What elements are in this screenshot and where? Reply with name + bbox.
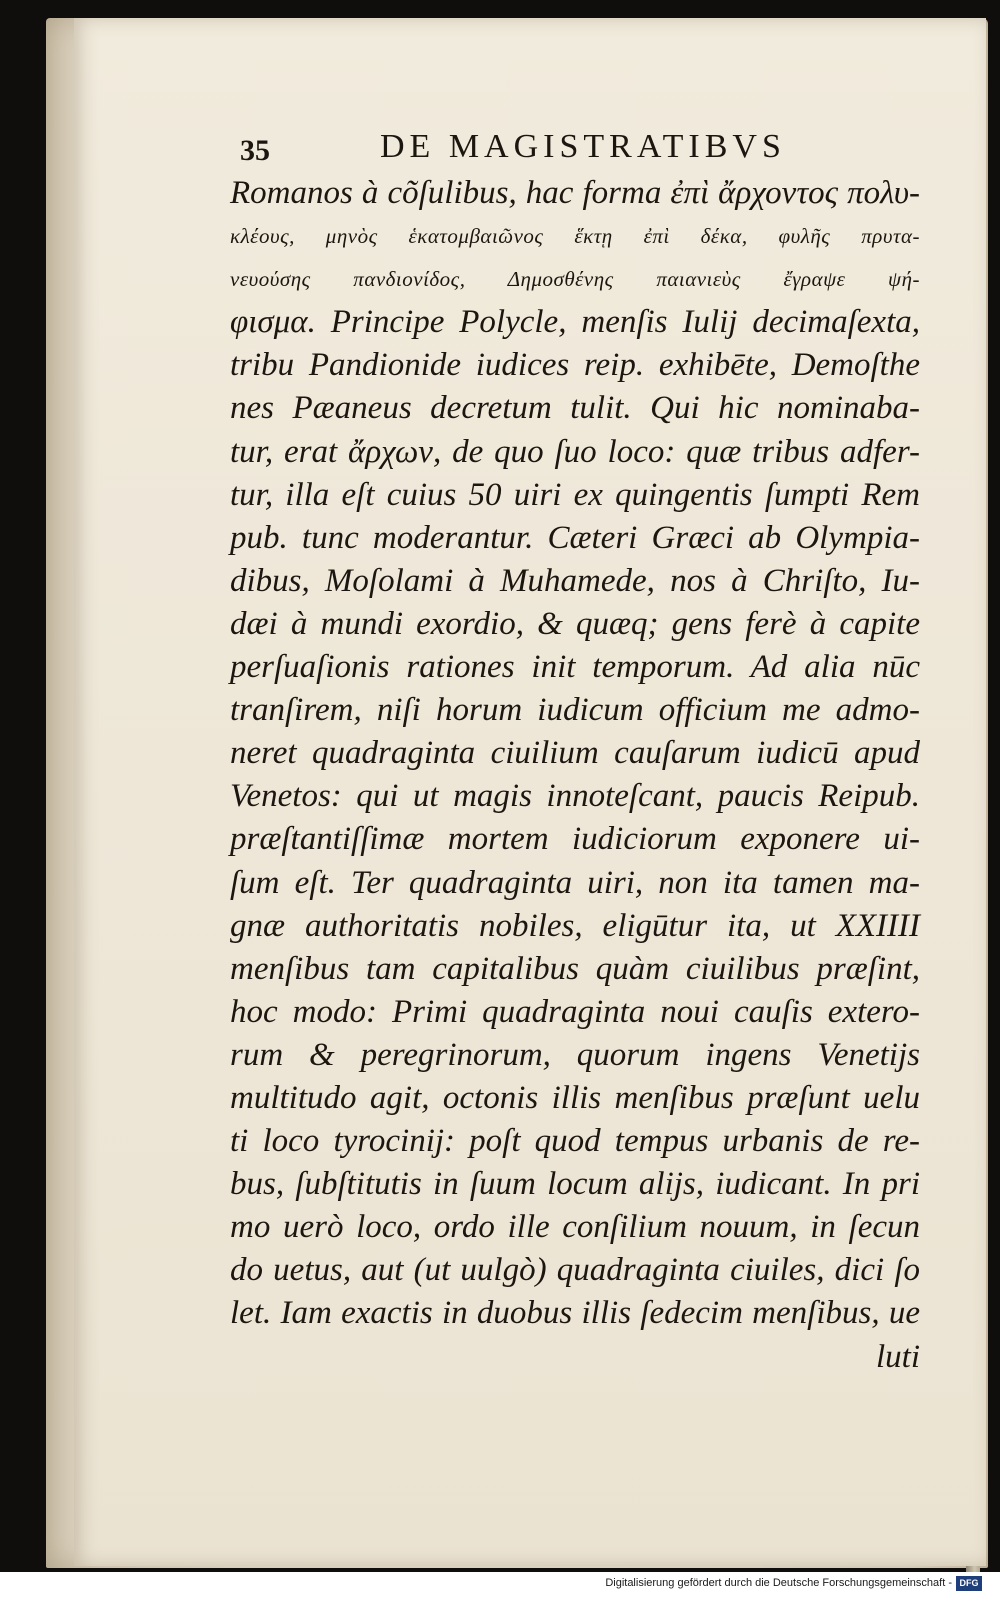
text-line: nes Pæaneus decretum tulit. Qui hic nominaba- (230, 390, 920, 427)
text-line: Venetos: qui ut magis innoteſcant, paucis Reipub. (230, 778, 920, 815)
text-line: perſuaſionis rationes init temporum. Ad alia nūc (230, 649, 920, 686)
text-line: do uetus, aut (ut uulgò) quadraginta ciuiles, dici ſo (230, 1252, 920, 1289)
text-line: dæi à mundi exordio, & quæq; gens ferè à capite (230, 605, 920, 642)
text-line: menſibus tam capitalibus quàm ciuilibus præſint, (230, 950, 920, 987)
text-line: Romanos à cõſulibus, hac forma ἐπὶ ἄρχοντος πολυ- (230, 175, 920, 211)
text-line: gnæ authoritatis nobiles, eligūtur ita, ut XXIIII (230, 907, 920, 944)
footer-bar (0, 1572, 1000, 1597)
text-line: hoc modo: Primi quadraginta noui cauſis extero- (230, 993, 920, 1030)
text-line: tranſirem, niſi horum iudicum officium me admo- (230, 692, 920, 729)
dfg-logo: DFG (956, 1576, 982, 1591)
page-header (230, 128, 920, 172)
text-line: rum & peregrinorum, quorum ingens Venetijs (230, 1036, 920, 1073)
text-line: κλέους, μηνὸς ἑκατομβαιῶνος ἕκτῃ ἐπὶ δέκα, φυλῆς πρυτα- (230, 224, 920, 249)
text-line: let. Iam exactis in duobus illis ſedecim menſibus, ue (230, 1295, 920, 1332)
text-line: tur, illa eſt cuius 50 uiri ex quingentis ſumpti Rem (230, 476, 920, 513)
text-line: dibus, Moſolami à Muhamede, nos à Chriſto, Iu- (230, 562, 920, 599)
catchword: luti (875, 1338, 920, 1375)
page-number: 35 (240, 134, 270, 167)
text-line: tur, erat ἄρχων, de quo ſuo loco: quæ tribus adfer- (230, 433, 920, 470)
text-block (230, 128, 920, 1379)
text-line: tribu Pandionide iudices reip. exhibēte, Demoſthe (230, 347, 920, 384)
running-head: DE MAGISTRATIBVS (380, 128, 786, 165)
text-line: præſtantiſſimæ mortem iudiciorum exponere ui- (230, 821, 920, 858)
text-line: bus, ſubſtitutis in ſuum locum alijs, iudicant. In pri (230, 1166, 920, 1203)
text-line: mo uerò loco, ordo ille conſilium nouum, in ſecun (230, 1209, 920, 1246)
text-line: pub. tunc moderantur. Cæteri Græci ab Olympia- (230, 519, 920, 556)
text-line: ti loco tyrocinij: poſt quod tempus urbanis de re- (230, 1123, 920, 1160)
text-line: multitudo agit, octonis illis menſibus præſunt uelu (230, 1079, 920, 1116)
text-line: neret quadraginta ciuilium cauſarum iudicū apud (230, 735, 920, 772)
text-line: φισμα. Principe Polycle, menſis Iulij decimaſexta, (230, 304, 920, 341)
digitization-credit: Digitalisierung gefördert durch die Deutsche Forschungsgemeinschaft - (605, 1577, 952, 1589)
text-line: νευούσης πανδιονίδος, Δημοσθένης παιανιεὺς ἔγραψε ψή- (230, 267, 920, 292)
text-line: ſum eſt. Ter quadraginta uiri, non ita tamen ma- (230, 864, 920, 901)
